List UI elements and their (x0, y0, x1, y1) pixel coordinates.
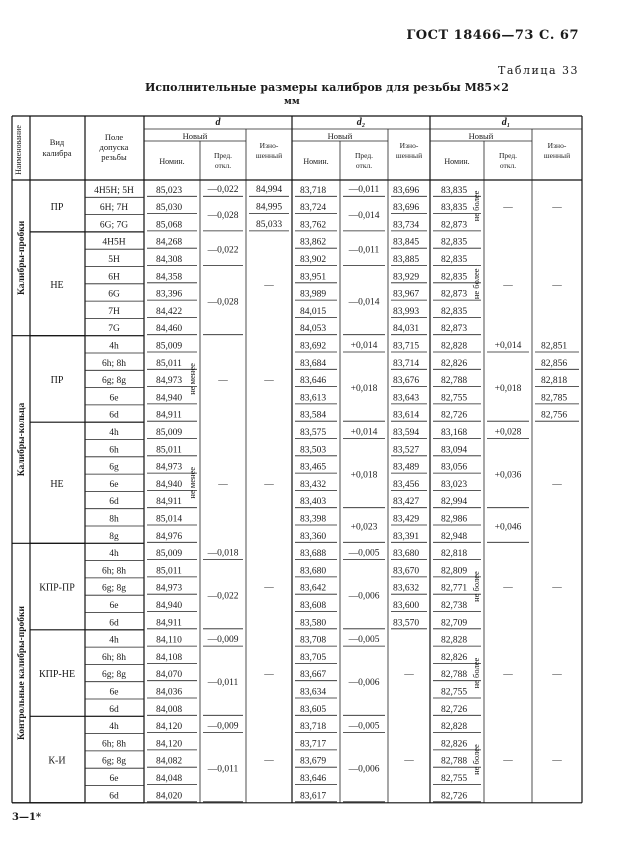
tolerance-field: 6e (109, 774, 119, 784)
header-name: Наименование (14, 125, 23, 175)
value-cell: 82,726 (440, 704, 468, 715)
tolerance-field: 4h (109, 635, 119, 646)
gauge-type: НЕ (50, 478, 64, 490)
value-cell: 83,613 (299, 393, 327, 404)
merged-value: 84,994 (255, 185, 283, 196)
value-cell: 83,845 (392, 237, 420, 248)
value-cell: 82,826 (440, 358, 468, 369)
value-cell: 84,110 (156, 635, 182, 646)
tolerance-field: 6e (109, 687, 119, 698)
tolerance-field: 4h (109, 722, 119, 733)
header-dev: Пред. (498, 151, 518, 160)
tolerance-field: 6g; 8g (101, 583, 127, 594)
merged-value: — (218, 375, 228, 386)
header-d: d (215, 117, 221, 128)
header-d1: d₁ (501, 117, 511, 128)
merged-value: +0,018 (350, 384, 378, 395)
tolerance-field: 6g (109, 462, 119, 473)
value-cell: 82,755 (440, 687, 468, 698)
value-cell: 82,788 (440, 670, 468, 681)
value-cell: 82,994 (440, 497, 468, 508)
tolerance-field: 6e (109, 393, 119, 404)
value-cell: 85,011 (156, 358, 182, 369)
limit-note: не менее (187, 466, 197, 499)
tolerance-field: 6g; 8g (101, 756, 127, 767)
header-dev: откл. (499, 161, 517, 170)
tolerance-field: 6h; 8h (101, 566, 127, 577)
merged-value: — (404, 669, 414, 680)
merged-value: — (552, 479, 562, 490)
value-cell: 83,465 (299, 462, 327, 473)
gauge-type: НЕ (50, 279, 64, 291)
value-cell: 83,427 (392, 497, 420, 508)
value-cell: 85,011 (156, 445, 182, 456)
value-cell: 82,738 (440, 601, 468, 611)
header-worn: Изно- (547, 141, 567, 150)
merged-value: —0,006 (348, 591, 380, 602)
value-cell: 83,993 (392, 306, 420, 317)
merged-value: —0,005 (348, 721, 380, 732)
merged-value: +0,023 (350, 522, 378, 533)
limit-note: не более (471, 571, 481, 602)
header-new: Новый (182, 131, 208, 141)
merged-value: — (552, 756, 562, 767)
limit-note: не более (471, 657, 481, 689)
header-worn: Изно- (259, 141, 279, 150)
tolerance-field: 6d (109, 497, 119, 508)
value-cell: 82,948 (440, 531, 468, 542)
header-nom: Номин. (444, 157, 470, 166)
value-cell: 85,011 (156, 566, 182, 577)
tolerance-field: 6d (109, 618, 119, 629)
tolerance-field: 6H (108, 272, 120, 283)
unit-label: мм (284, 97, 300, 107)
value-cell: 83,679 (299, 756, 327, 767)
value-cell: 83,600 (392, 601, 420, 611)
value-cell: 83,396 (155, 289, 183, 300)
value-cell: 83,717 (299, 739, 327, 750)
value-cell: 83,646 (299, 774, 327, 784)
table-title: Исполнительные размеры калибров для резьбы М85×2 (145, 81, 509, 94)
value-cell: 83,670 (392, 566, 420, 577)
value-cell: 83,489 (392, 462, 420, 473)
tolerance-field: 6g; 8g (101, 376, 127, 387)
value-cell: 82,726 (440, 791, 468, 802)
gauge-type: КПР-ПР (39, 582, 75, 594)
merged-value: — (264, 669, 274, 680)
value-cell: 83,667 (299, 670, 327, 681)
header-d2: d₂ (356, 117, 366, 128)
value-cell: 83,403 (299, 497, 327, 508)
value-cell: 84,911 (156, 497, 182, 508)
value-cell: 85,014 (155, 514, 183, 525)
value-cell: 85,030 (155, 203, 183, 214)
value-cell: 82,835 (440, 272, 468, 283)
value-cell: 83,714 (392, 358, 420, 369)
merged-value: — (404, 756, 414, 767)
value-cell: 84,108 (155, 652, 183, 663)
value-cell: 82,826 (440, 739, 468, 750)
value-cell: 82,828 (440, 722, 468, 733)
gauge-type: ПР (50, 201, 64, 213)
value-cell: 84,070 (155, 670, 183, 681)
value-cell: 85,009 (155, 428, 183, 438)
value-cell: 84,911 (156, 618, 182, 629)
value-cell: 84,976 (155, 531, 183, 542)
value-cell: 83,456 (392, 479, 420, 490)
tolerance-field: 6d (109, 791, 119, 802)
value-cell: 82,835 (440, 306, 468, 317)
value-cell: 83,696 (392, 185, 420, 196)
merged-value: +0,014 (350, 427, 378, 438)
merged-value: +0,014 (494, 340, 522, 351)
value-cell: 83,614 (392, 410, 420, 421)
value-cell: 82,828 (440, 341, 468, 352)
value-cell: 83,642 (299, 583, 327, 594)
merged-value: — (552, 280, 562, 291)
header-type: калибра (42, 148, 72, 158)
merged-value: —0,006 (348, 764, 380, 775)
tolerance-field: 6G; 7G (99, 220, 129, 231)
value-cell: 84,911 (156, 410, 182, 421)
value-cell: 84,053 (299, 324, 327, 335)
merged-value: — (552, 583, 562, 594)
value-cell: 84,120 (155, 739, 183, 750)
value-cell: 83,094 (440, 445, 468, 456)
header-dev: откл. (214, 161, 232, 170)
value-cell: 84,082 (155, 756, 183, 767)
tolerance-field: 6d (109, 704, 119, 715)
tolerance-field: 6H; 7H (99, 203, 129, 214)
merged-value: —0,009 (207, 721, 239, 732)
tolerance-field: 6h (109, 445, 119, 456)
header-worn: шенный (255, 151, 283, 160)
group-label: Контрольные калибры-пробки (17, 606, 27, 741)
merged-value: —0,011 (207, 678, 239, 689)
value-cell: 83,360 (299, 531, 327, 542)
value-cell: 82,788 (440, 376, 468, 387)
tolerance-field: 6d (109, 410, 119, 421)
merged-value: —0,022 (207, 245, 239, 256)
value-cell: 82,755 (440, 393, 468, 404)
value-cell: 83,023 (440, 479, 468, 490)
tolerance-field: 6G (108, 289, 120, 300)
value-cell: 82,785 (540, 393, 568, 404)
header-nom: Номин. (159, 157, 185, 166)
value-cell: 83,835 (440, 185, 468, 196)
value-cell: 85,009 (155, 341, 183, 352)
value-cell: 83,398 (299, 514, 327, 525)
value-cell: 82,828 (440, 635, 468, 646)
page-footer: 3—1* (12, 812, 42, 823)
value-cell: 83,632 (392, 583, 420, 594)
value-cell: 85,068 (155, 220, 183, 231)
value-cell: 83,718 (299, 722, 327, 733)
tolerance-field: 6h; 8h (101, 358, 127, 369)
value-cell: 83,951 (299, 272, 327, 283)
merged-value: —0,014 (348, 297, 380, 308)
value-cell: 85,023 (155, 185, 183, 196)
value-cell: 82,873 (440, 289, 468, 300)
value-cell: 83,584 (299, 410, 327, 421)
merged-value: —0,022 (207, 185, 239, 196)
value-cell: 84,020 (155, 791, 183, 802)
value-cell: 82,809 (440, 566, 468, 577)
value-cell: 82,756 (540, 410, 568, 421)
value-cell: 82,851 (540, 341, 568, 352)
merged-value: — (264, 375, 274, 386)
value-cell: 84,036 (155, 687, 183, 698)
tolerance-field: 5H (108, 255, 120, 265)
value-cell: 83,692 (299, 341, 327, 352)
value-cell: 82,835 (440, 255, 468, 265)
merged-value: —0,011 (348, 245, 380, 256)
value-cell: 82,771 (440, 583, 468, 594)
value-cell: 83,570 (392, 618, 420, 629)
tolerance-field: 4h (109, 341, 119, 352)
tolerance-field: 8h (109, 514, 119, 525)
value-cell: 83,684 (299, 358, 327, 369)
limit-note: не более (471, 744, 481, 775)
limit-note: не более (471, 268, 481, 300)
value-cell: 83,605 (299, 704, 327, 715)
merged-value: —0,018 (207, 548, 239, 559)
tolerance-field: 6h; 8h (101, 652, 127, 663)
tolerance-field: 4h (109, 428, 119, 438)
value-cell: 84,031 (392, 324, 420, 335)
merged-value: — (503, 583, 513, 594)
value-cell: 82,709 (440, 618, 468, 629)
group-label: Калибры-кольца (17, 402, 27, 477)
table-label: Таблица 33 (498, 64, 579, 77)
value-cell: 83,708 (299, 635, 327, 646)
tolerance-field: 4H5H (102, 237, 126, 248)
merged-value: —0,011 (207, 764, 239, 775)
merged-value: — (552, 669, 562, 680)
value-cell: 83,594 (392, 428, 420, 438)
value-cell: 83,643 (392, 393, 420, 404)
tolerance-field: 6h; 8h (101, 739, 127, 750)
merged-value: — (503, 756, 513, 767)
value-cell: 84,940 (155, 393, 183, 404)
merged-value: —0,006 (348, 678, 380, 689)
merged-value: — (264, 280, 274, 291)
value-cell: 83,705 (299, 652, 327, 663)
value-cell: 83,734 (392, 220, 420, 231)
page-header: ГОСТ 18466—73 С. 67 (406, 28, 579, 43)
value-cell: 82,726 (440, 410, 468, 421)
value-cell: 83,676 (392, 376, 420, 387)
value-cell: 84,015 (299, 306, 327, 317)
value-cell: 84,973 (155, 462, 183, 473)
value-cell: 83,580 (299, 618, 327, 629)
value-cell: 84,973 (155, 376, 183, 387)
header-dev: Пред. (213, 151, 233, 160)
merged-value: +0,014 (350, 340, 378, 351)
merged-value: — (264, 583, 274, 594)
merged-value: +0,036 (494, 470, 522, 481)
value-cell: 83,391 (392, 531, 420, 542)
header-nom: Номин. (303, 157, 329, 166)
value-cell: 83,967 (392, 289, 420, 300)
header-type: Вид (49, 137, 65, 147)
value-cell: 83,989 (299, 289, 327, 300)
header-field: резьбы (101, 152, 127, 162)
value-cell: 83,762 (299, 220, 327, 231)
merged-value: —0,014 (348, 211, 380, 222)
header-new: Новый (468, 131, 494, 141)
value-cell: 83,608 (299, 601, 327, 611)
header-worn: шенный (395, 151, 423, 160)
merged-value: —0,005 (348, 634, 380, 645)
merged-value: — (264, 756, 274, 767)
header-new: Новый (327, 131, 353, 141)
header-dev: Пред. (354, 151, 374, 160)
value-cell: 84,940 (155, 479, 183, 490)
merged-value: +0,046 (494, 522, 522, 533)
value-cell: 85,009 (155, 549, 183, 560)
value-cell: 82,826 (440, 652, 468, 663)
value-cell: 83,634 (299, 687, 327, 698)
value-cell: 82,873 (440, 220, 468, 231)
value-cell: 84,460 (155, 324, 183, 335)
merged-value: — (503, 280, 513, 291)
gauge-type: ПР (50, 374, 64, 386)
group-label: Калибры-пробки (17, 220, 27, 295)
value-cell: 83,688 (299, 549, 327, 560)
merged-value: —0,011 (348, 185, 380, 196)
value-cell: 83,718 (299, 185, 327, 196)
value-cell: 83,168 (440, 428, 468, 438)
merged-value: —0,009 (207, 634, 239, 645)
tolerance-field: 4H5H; 5H (94, 185, 134, 196)
merged-value: —0,028 (207, 297, 239, 308)
merged-value: — (218, 479, 228, 490)
value-cell: 83,429 (392, 514, 420, 525)
value-cell: 82,856 (540, 358, 568, 369)
value-cell: 83,696 (392, 203, 420, 214)
value-cell: 83,715 (392, 341, 420, 352)
value-cell: 84,048 (155, 774, 183, 784)
gauge-type: К-И (48, 755, 66, 767)
tolerance-field: 6e (109, 479, 119, 490)
value-cell: 83,724 (299, 203, 327, 214)
merged-value: —0,028 (207, 211, 239, 222)
merged-value: —0,022 (207, 591, 239, 602)
value-cell: 84,308 (155, 255, 183, 265)
value-cell: 83,575 (299, 428, 327, 438)
value-cell: 83,680 (299, 566, 327, 577)
value-cell: 84,268 (155, 237, 183, 248)
value-cell: 83,680 (392, 549, 420, 560)
value-cell: 82,818 (440, 549, 468, 560)
tolerance-field: 7H (108, 306, 120, 317)
value-cell: 82,788 (440, 756, 468, 767)
value-cell: 83,617 (299, 791, 327, 802)
gauge-type: КПР-НЕ (38, 669, 76, 681)
merged-value: — (552, 202, 562, 213)
header-dev: откл. (355, 161, 373, 170)
header-worn: Изно- (399, 141, 419, 150)
merged-value: — (503, 202, 513, 213)
value-cell: 82,755 (440, 774, 468, 784)
value-cell: 84,120 (155, 722, 183, 733)
value-cell: 83,527 (392, 445, 420, 456)
merged-value: — (264, 479, 274, 490)
tolerance-field: 6e (109, 601, 119, 611)
value-cell: 84,973 (155, 583, 183, 594)
limit-note: не более (471, 190, 481, 222)
tolerance-field: 6g; 8g (101, 670, 127, 681)
value-cell: 82,873 (440, 324, 468, 335)
merged-value: 85,033 (255, 219, 283, 230)
value-cell: 83,929 (392, 272, 420, 283)
merged-value: —0,005 (348, 548, 380, 559)
header-field: допуска (99, 142, 129, 152)
value-cell: 83,432 (299, 479, 327, 490)
value-cell: 82,986 (440, 514, 468, 525)
value-cell: 83,646 (299, 376, 327, 387)
value-cell: 84,422 (155, 306, 183, 317)
value-cell: 83,902 (299, 255, 327, 265)
tolerance-field: 7G (108, 324, 120, 335)
merged-value: +0,018 (494, 384, 522, 395)
value-cell: 84,008 (155, 704, 183, 715)
header-worn: шенный (543, 151, 571, 160)
limit-note: не менее (187, 363, 197, 395)
merged-value: +0,028 (494, 427, 522, 438)
value-cell: 83,056 (440, 462, 468, 473)
value-cell: 83,862 (299, 237, 327, 248)
value-cell: 82,835 (440, 237, 468, 248)
tolerance-field: 8g (109, 531, 119, 542)
header-field: Поле (104, 132, 124, 142)
merged-value: — (503, 669, 513, 680)
value-cell: 83,503 (299, 445, 327, 456)
value-cell: 83,835 (440, 203, 468, 214)
merged-value: +0,018 (350, 470, 378, 481)
tolerance-field: 4h (109, 549, 119, 560)
value-cell: 82,818 (540, 376, 568, 387)
merged-value: 84,995 (255, 202, 283, 213)
value-cell: 83,885 (392, 255, 420, 265)
value-cell: 84,940 (155, 601, 183, 611)
value-cell: 84,358 (155, 272, 183, 283)
